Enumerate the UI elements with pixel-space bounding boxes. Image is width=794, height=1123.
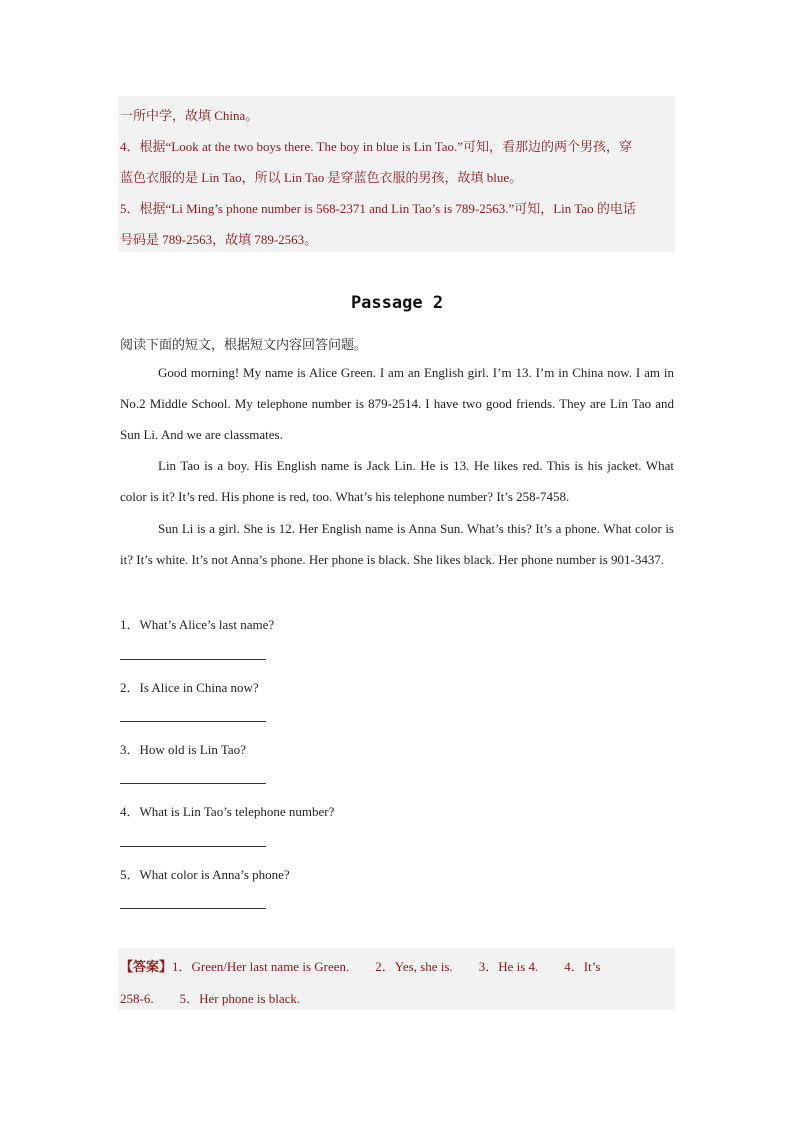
- question-3: 3．How old is Lin Tao?: [120, 742, 246, 757]
- question-1: 1．What’s Alice’s last name?: [120, 617, 275, 632]
- answer-2: 2．Yes, she is.: [375, 959, 453, 974]
- answer-blank-5[interactable]: [120, 908, 266, 909]
- answer-4: 4．It’s: [564, 959, 601, 974]
- answer-key-box: [118, 948, 675, 1010]
- passage-paragraph-3: Sun Li is a girl. She is 12. Her English name is Anna Sun. What’s this? It’s a phone. What color is it? It’s white. It’s not Anna’s phone. Her phone is black. She likes black. Her phone number is 901-3437.: [120, 521, 674, 567]
- answer-key-line-2: [120, 988, 300, 1007]
- answer-1: 1．Green/Her last name is Green.: [172, 959, 350, 974]
- answer-blank-1[interactable]: [120, 659, 266, 660]
- answer-blank-2[interactable]: [120, 721, 266, 722]
- answer-tag: 【答案】: [120, 959, 173, 974]
- answer-3: 3．He is 4.: [478, 959, 539, 974]
- passage-paragraph-1: Good morning! My name is Alice Green. I am an English girl. I’m 13. I’m in China now. I am in No.2 Middle School. My telephone number is 879-2514. I have two good friends. They are Lin Tao and Sun Li. And we are classmates.: [120, 365, 674, 442]
- answer-line-2: 4．根据“Look at the two boys there. The boy in blue is Lin Tao.”可知，看那边的两个男孩，穿: [120, 139, 633, 154]
- passage-title: Passage 2: [350, 293, 444, 313]
- answer-line-4: 5．根据“Li Ming’s phone number is 568-2371 and Lin Tao’s is 789-2563.”可知，Lin Tao 的电话: [120, 201, 636, 216]
- answer-line-3: 蓝色衣服的是 Lin Tao，所以 Lin Tao 是穿蓝色衣服的男孩，故填 blue。: [120, 170, 523, 185]
- previous-answer-box: [118, 96, 675, 252]
- answer-blank-3[interactable]: [120, 783, 266, 784]
- question-2: 2．Is Alice in China now?: [120, 680, 259, 695]
- instruction-text: 阅读下面的短文，根据短文内容回答问题。: [120, 337, 368, 352]
- answer-key-line-1: [120, 956, 600, 975]
- answer-4-continued: 258-6.: [120, 991, 154, 1006]
- question-4: 4．What is Lin Tao’s telephone number?: [120, 804, 335, 819]
- question-5: 5．What color is Anna’s phone?: [120, 867, 290, 882]
- passage-paragraph-2: Lin Tao is a boy. His English name is Jack Lin. He is 13. He likes red. This is his jacket. What color is it? It’s red. His phone is red, too. What’s his telephone number? It’s 258-7458.: [120, 458, 674, 504]
- answer-5: 5．Her phone is black.: [179, 991, 301, 1006]
- answer-blank-4[interactable]: [120, 846, 266, 847]
- answer-line-1: 一所中学，故填 China。: [120, 108, 259, 123]
- answer-line-5: 号码是 789-2563，故填 789-2563。: [120, 232, 318, 247]
